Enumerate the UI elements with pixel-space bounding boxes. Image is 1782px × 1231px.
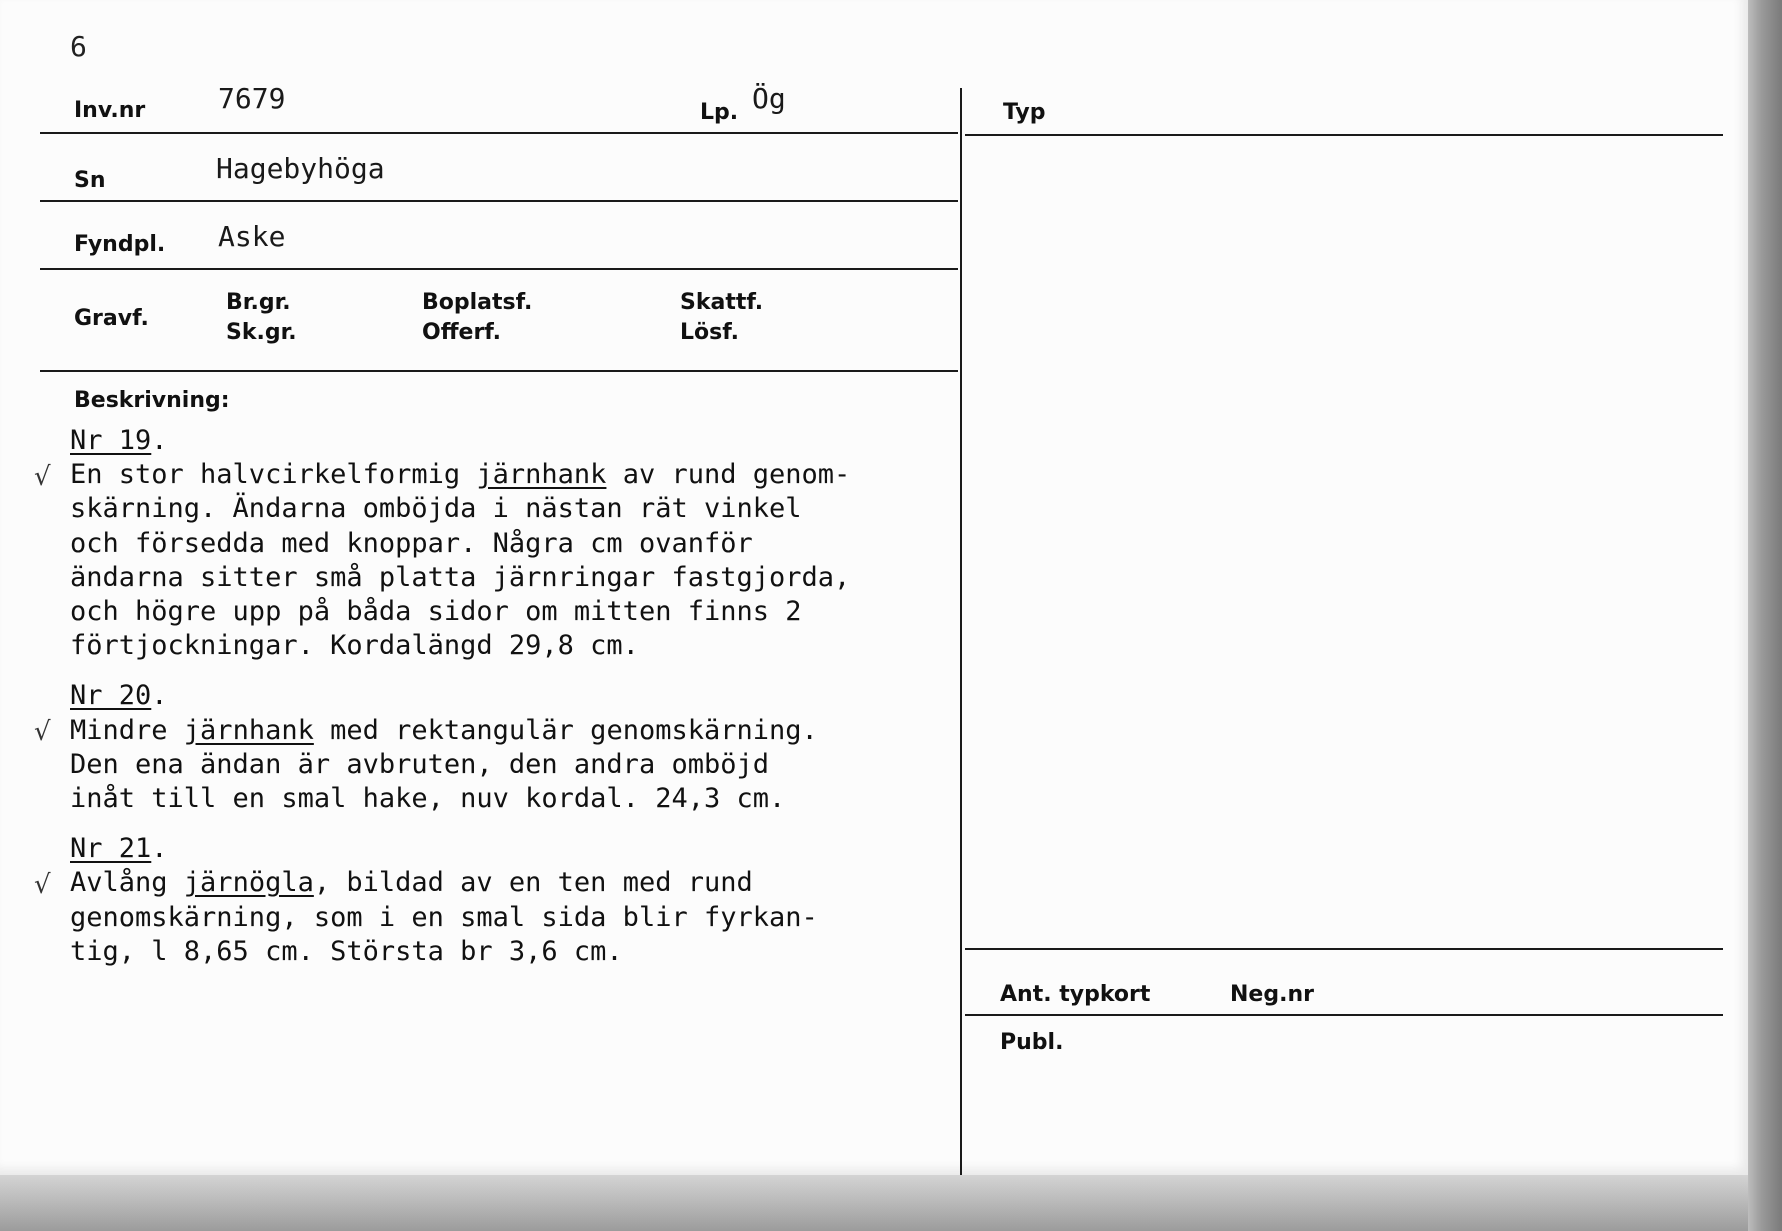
fyndpl-label: Fyndpl. [74, 232, 166, 257]
typ-label: Typ [1003, 100, 1046, 125]
entry-heading: Nr 21. [70, 833, 168, 865]
entry-heading: Nr 20. [70, 680, 168, 712]
entry-line: ändarna sitter små platta järnringar fastgjorda, [70, 561, 851, 593]
entry-line: skärning. Ändarna omböjda i nästan rät vinkel [70, 493, 802, 525]
skgr-label: Sk.gr. [226, 320, 297, 345]
page-number: 6 [70, 30, 87, 63]
sn-label: Sn [74, 168, 106, 193]
lp-value: Ög [752, 82, 786, 115]
publ-label: Publ. [1000, 1030, 1064, 1055]
divider-bottom-right [965, 948, 1723, 950]
brgr-label: Br.gr. [226, 290, 291, 315]
check-mark-icon: √ [34, 717, 51, 748]
entry-line: genomskärning, som i en smal sida blir fyrkan- [70, 901, 818, 933]
skattf-label: Skattf. [680, 290, 764, 315]
divider-ant [965, 1014, 1723, 1016]
entry-heading: Nr 19. [70, 425, 168, 456]
divider-gravf [40, 370, 958, 372]
scan-edge-bottom [0, 1175, 1748, 1231]
check-mark-icon: √ [34, 462, 51, 492]
fyndpl-value: Aske [218, 220, 286, 253]
entry-line: förtjockningar. Kordalängd 29,8 cm. [70, 630, 639, 662]
divider-inv [40, 132, 958, 134]
gravf-label: Gravf. [74, 306, 149, 331]
entry-line: och försedda med knoppar. Några cm ovanför [70, 527, 753, 559]
inv-nr-label: Inv.nr [74, 98, 146, 123]
scan-edge-right [1748, 0, 1782, 1231]
check-mark-icon: √ [34, 870, 51, 901]
entry-line: inåt till en smal hake, nuv kordal. 24,3 cm. [70, 783, 786, 815]
entry-line: tig, l 8,65 cm. Största br 3,6 cm. [70, 935, 623, 967]
divider-fyndpl [40, 268, 958, 270]
description-text [34, 424, 960, 985]
entry-line: Den ena ändan är avbruten, den andra omböjd [70, 748, 769, 780]
divider-typ [965, 134, 1723, 136]
entry-line: Avlång järnögla, bildad av en ten med rund [70, 867, 753, 899]
boplatsf-label: Boplatsf. [422, 290, 533, 315]
losf-label: Lösf. [680, 320, 739, 345]
neg-nr-label: Neg.nr [1230, 982, 1314, 1007]
entry-nr-19 [34, 424, 960, 663]
beskrivning-label: Beskrivning: [74, 388, 230, 413]
inv-nr-value: 7679 [218, 82, 286, 115]
ant-typkort-label: Ant. typkort [1000, 982, 1151, 1007]
entry-line: Mindre järnhank med rektangulär genomskärning. [70, 714, 818, 746]
divider-sn [40, 200, 958, 202]
entry-nr-20 [34, 679, 960, 816]
column-divider [960, 88, 962, 1176]
entry-nr-21 [34, 832, 960, 969]
entry-line: En stor halvcirkelformig järnhank av rund genom- [70, 459, 851, 491]
entry-line: och högre upp på båda sidor om mitten finns 2 [70, 596, 802, 628]
lp-label: Lp. [700, 100, 739, 125]
offerf-label: Offerf. [422, 320, 502, 345]
sn-value: Hagebyhöga [216, 152, 385, 185]
